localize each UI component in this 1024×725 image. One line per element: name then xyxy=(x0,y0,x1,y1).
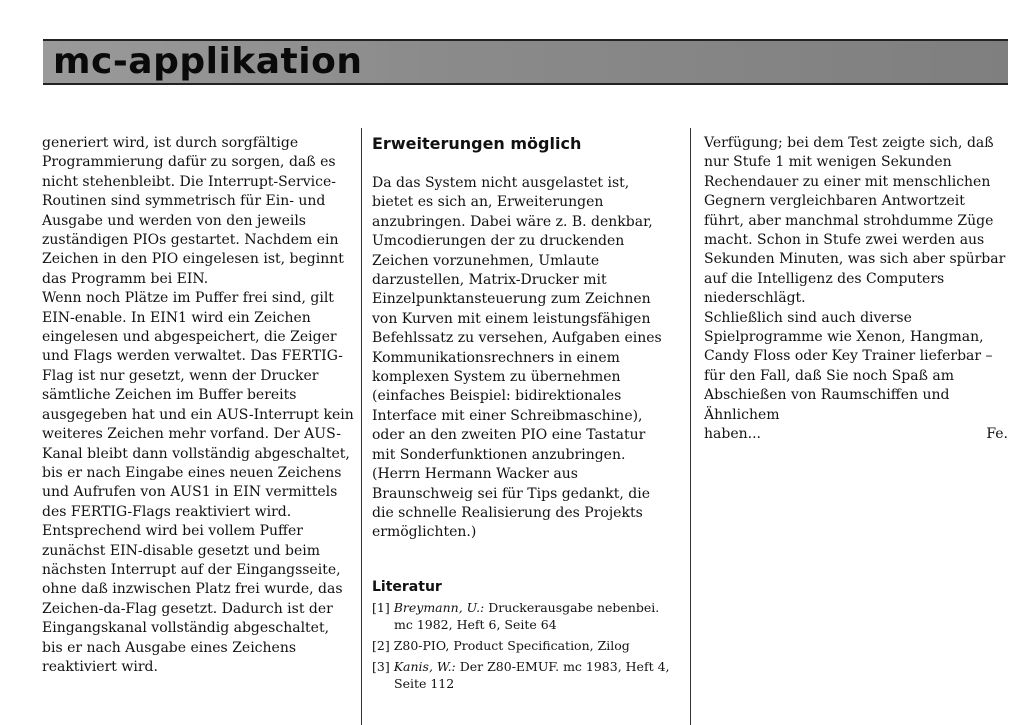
section-title: mc-applikation xyxy=(53,41,363,82)
column-1 xyxy=(42,134,354,677)
reference-text: Der Z80-EMUF. mc 1983, Heft 4, Seite 112 xyxy=(394,658,670,691)
author-signature: Fe. xyxy=(986,426,1008,443)
section-banner xyxy=(43,39,1008,85)
reference-author: Breymann, U.: xyxy=(393,599,485,615)
column-3 xyxy=(704,134,1008,445)
paragraph: Da das System nicht ausgelastet ist, bietet es sich an, Erweiterungen anzubringen. Dabei wäre z. B. denkbar, Umcodierungen der zu druckenden Zeichen vorzunehmen, Umlaute darzustellen, Matrix-Drucker mit Einzelpunktansteuerung zum Zeichnen von Kurven mit einem leistungsfähigen Befehlssatz zu versehen, Aufgaben eines Kommunikationsrechners in einem komplexen System zu übernehmen (einfaches Beispiel: bidirektionales Interface mit einer Schreibmaschine), oder an den zweiten PIO eine Tastatur mit Sonderfunktionen anzubringen. xyxy=(372,175,662,463)
paragraph: (Herrn Hermann Wacker aus Braunschweig sei für Tips gedankt, die die schnelle Realisierung des Projekts ermöglichten.) xyxy=(372,466,651,541)
column-divider xyxy=(690,128,691,725)
reference-item xyxy=(372,658,672,692)
column-2 xyxy=(372,134,672,696)
paragraph: Verfügung; bei dem Test zeigte sich, daß nur Stufe 1 mit wenigen Sekunden Rechendauer zu einer mit menschlichen Gegnern vergleichbaren Antwortzeit führt, aber manchmal strohdumme Züge macht. Schon in Stufe zwei werden aus Sekunden Minuten, was sich aber spürbar auf die Intelligenz des Computers niederschlägt. xyxy=(704,135,1006,307)
reference-item xyxy=(372,637,672,654)
reference-text: Druckerausgabe nebenbei. mc 1982, Heft 6, Seite 64 xyxy=(394,599,660,632)
reference-number: [2] xyxy=(372,637,390,653)
paragraph: Wenn noch Plätze im Puffer frei sind, gilt EIN-enable. In EIN1 wird ein Zeichen eingelesen und abgespeichert, die Zeiger und Flags werden verwaltet. Das FERTIG-Flag ist nur gesetzt, wenn der Drucker sämtliche Zeichen im Buffer bereits ausgegeben hat und ein AUS-Interrupt kein weiteres Zeichen mehr vorfand. Der AUS-Kanal bleibt dann vollständig abgeschaltet, bis er nach Eingabe eines neuen Zeichens und Aufrufen von AUS1 in EIN vermittels des FERTIG-Flags reaktiviert wird. xyxy=(42,290,354,520)
reference-item xyxy=(372,599,672,633)
closing-line xyxy=(704,425,1008,444)
section-heading: Erweiterungen möglich xyxy=(372,134,582,153)
paragraph: Entsprechend wird bei vollem Puffer zunächst EIN-disable gesetzt und beim nächsten Interrupt auf der Eingangsseite, ohne daß inzwischen Platz frei wurde, das Zeichen-da-Flag gesetzt. Dadurch ist der Eingangskanal vollständig abgeschaltet, bis er nach Ausgabe eines Zeichens reaktiviert wird. xyxy=(42,523,343,675)
reference-number: [3] xyxy=(372,658,390,674)
paragraph: Schließlich sind auch diverse Spielprogramme wie Xenon, Hangman, Candy Floss oder Key Trainer lieferbar – für den Fall, daß Sie noch Spaß am Abschießen von Raumschiffen und Ähnlichem xyxy=(704,309,993,423)
reference-author: Kanis, W.: xyxy=(393,658,456,674)
reference-text: Z80-PIO, Product Specification, Zilog xyxy=(393,637,630,653)
column-divider xyxy=(361,128,362,725)
reference-number: [1] xyxy=(372,599,390,615)
closing-text: haben... xyxy=(704,426,761,443)
literature-heading: Literatur xyxy=(372,578,442,595)
paragraph: generiert wird, ist durch sorgfältige Programmierung dafür zu sorgen, daß es nicht stehenbleibt. Die Interrupt-Service-Routinen sind symmetrisch für Ein- und Ausgabe und werden von den jeweils zuständigen PIOs gestartet. Nachdem ein Zeichen in den PIO eingelesen ist, beginnt das Programm bei EIN. xyxy=(42,135,344,287)
